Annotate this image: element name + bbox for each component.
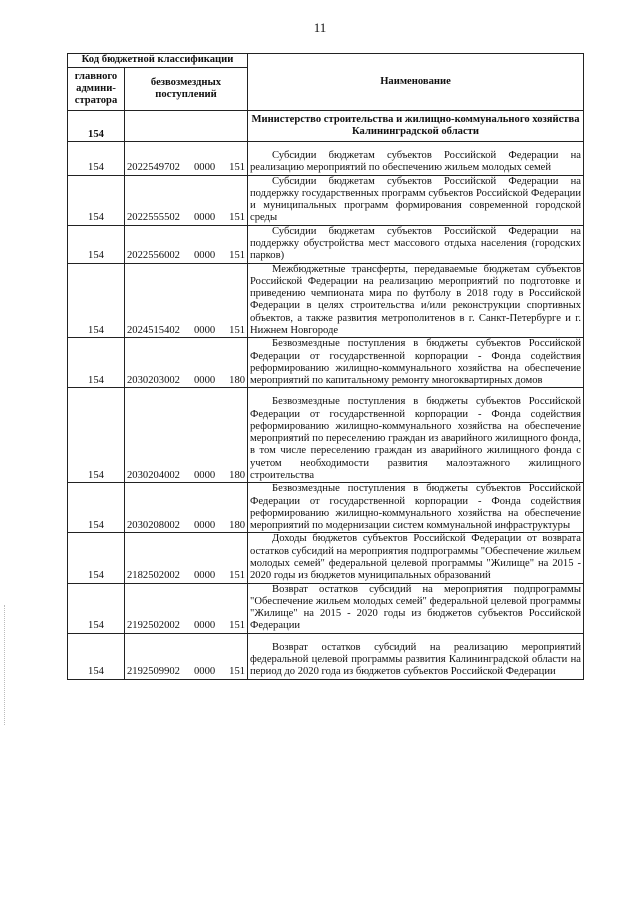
receipt-code-kosgu: 151 [229,212,246,224]
receipt-code [125,483,248,533]
receipt-code-main: 2192502002 [127,620,180,632]
revenue-name-text: Безвозмездные поступления в бюджеты субъектов Российской Федерации от государственной корпорации - Фонда содействия реформированию жилищно-коммунального хозяйства на обеспечение мероприятий по модернизации систем коммунальной инфраструктуры [250,483,581,532]
table-row [68,142,584,176]
receipt-code-kosgu: 180 [229,520,246,532]
header-group-title: Код бюджетной классификации [68,54,248,68]
revenue-name [248,338,584,388]
table-row [68,225,584,263]
admin-code: 154 [68,583,125,633]
admin-code: 154 [68,483,125,533]
revenue-name [248,263,584,338]
receipt-code-main: 2024515402 [127,324,180,336]
ministry-row [68,111,584,142]
receipt-code-main: 2022549702 [127,162,180,174]
receipt-code-kosgu: 151 [229,570,246,582]
receipt-code [125,633,248,679]
budget-classification-table [67,53,584,680]
receipt-code [125,175,248,225]
revenue-name [248,142,584,176]
receipt-code-main: 2022556002 [127,250,180,262]
header-name: Наименование [248,54,584,111]
admin-code: 154 [68,263,125,338]
receipt-code-program: 0000 [193,212,216,224]
receipt-code-program: 0000 [193,570,216,582]
revenue-name-text: Возврат остатков субсидий на реализацию мероприятий федеральной целевой программы развития Калининградской области на период до 2020 года из бюджетов субъектов Российской Федерации [250,641,581,678]
receipt-code [125,583,248,633]
revenue-name [248,633,584,679]
table-row [68,175,584,225]
revenue-name [248,225,584,263]
receipt-code [125,225,248,263]
receipt-code-program: 0000 [193,666,216,678]
table-row [68,483,584,533]
scan-margin-mark [4,605,7,725]
receipt-code-kosgu: 151 [229,666,246,678]
receipt-code [125,142,248,176]
revenue-name-text: Безвозмездные поступления в бюджеты субъектов Российской Федерации от государственной корпорации - Фонда содействия реформированию жилищно-коммунального хозяйства на обеспечение мероприятий по переселению граждан из аварийного жилищного фонда, в том числе переселению граждан из аварийного жилищного фонда с учетом необходимости развития малоэтажного жилищного строительства [250,396,581,482]
receipt-code-program: 0000 [193,620,216,632]
revenue-name [248,175,584,225]
receipt-code-program: 0000 [193,250,216,262]
table-row [68,583,584,633]
receipt-code-kosgu: 151 [229,324,246,336]
revenue-name-text: Субсидии бюджетам субъектов Российской Федерации на реализацию мероприятий по обеспечению жильем молодых семей [250,150,581,174]
receipt-code-main: 2192509902 [127,666,180,678]
admin-code: 154 [68,388,125,483]
table-row [68,388,584,483]
admin-code: 154 [68,533,125,583]
table-row [68,338,584,388]
receipt-code-program: 0000 [193,470,216,482]
ministry-code: 154 [68,111,125,142]
receipt-code-kosgu: 151 [229,162,246,174]
receipt-code-main: 2030208002 [127,520,180,532]
revenue-name [248,533,584,583]
header-admin: главного админи-стратора [68,68,125,111]
receipt-code-kosgu: 151 [229,620,246,632]
revenue-name [248,483,584,533]
receipt-code-main: 2182502002 [127,570,180,582]
revenue-name-text: Межбюджетные трансферты, передаваемые бюджетам субъектов Российской Федерации на реализацию мероприятий по подготовке и приведению чемпионата мира по футболу в 2018 году в Российской Федерации в целях строительства и/или реконструкции спортивных объектов, а также развития метрополитенов в г. Санкт-Петербурге и г. Нижнем Новгороде [250,263,581,336]
table-row [68,263,584,338]
admin-code: 154 [68,225,125,263]
revenue-name-text: Доходы бюджетов субъектов Российской Федерации от возврата остатков субсидий на мероприятия подпрограммы "Обеспечение жильем молодых семей" федеральной целевой программы "Жилище" на 2015 - 2020 годы из бюджетов муниципальных образований [250,533,581,582]
revenue-name-text: Субсидии бюджетам субъектов Российской Федерации на поддержку государственных программ субъектов Российской Федерации и муниципальных программ формирования современной городской среды [250,175,581,224]
receipt-code-kosgu: 151 [229,250,246,262]
ministry-name: Министерство строительства и жилищно-коммунального хозяйства Калининградской области [248,111,584,142]
receipt-code-main: 2022555502 [127,212,180,224]
receipt-code-program: 0000 [193,162,216,174]
receipt-code [125,533,248,583]
revenue-name [248,388,584,483]
receipt-code-kosgu: 180 [229,470,246,482]
admin-code: 154 [68,338,125,388]
receipt-code-kosgu: 180 [229,375,246,387]
receipt-code [125,338,248,388]
revenue-name-text: Возврат остатков субсидий на мероприятия подпрограммы "Обеспечение жильем молодых семей" федеральной целевой программы "Жилище" на 2015 - 2020 годы из бюджетов субъектов Российской Федерации [250,583,581,632]
receipt-code-program: 0000 [193,375,216,387]
table-row [68,633,584,679]
revenue-name-text: Безвозмездные поступления в бюджеты субъектов Российской Федерации от государственной корпорации - Фонда содействия реформированию жилищно-коммунального хозяйства на обеспечение мероприятий по капитальному ремонту многоквартирных домов [250,338,581,387]
page-number: 11 [313,20,327,35]
receipt-code-main: 2030203002 [127,375,180,387]
receipt-code-program: 0000 [193,324,216,336]
admin-code: 154 [68,633,125,679]
admin-code: 154 [68,142,125,176]
ministry-empty-cell [125,111,248,142]
header-receipts: безвозмездных поступлений [125,68,248,111]
receipt-code [125,263,248,338]
revenue-name [248,583,584,633]
receipt-code-program: 0000 [193,520,216,532]
receipt-code [125,388,248,483]
revenue-name-text: Субсидии бюджетам субъектов Российской Федерации на поддержку обустройства мест массового отдыха населения (городских парков) [250,225,581,262]
receipt-code-main: 2030204002 [127,470,180,482]
table-row [68,533,584,583]
admin-code: 154 [68,175,125,225]
